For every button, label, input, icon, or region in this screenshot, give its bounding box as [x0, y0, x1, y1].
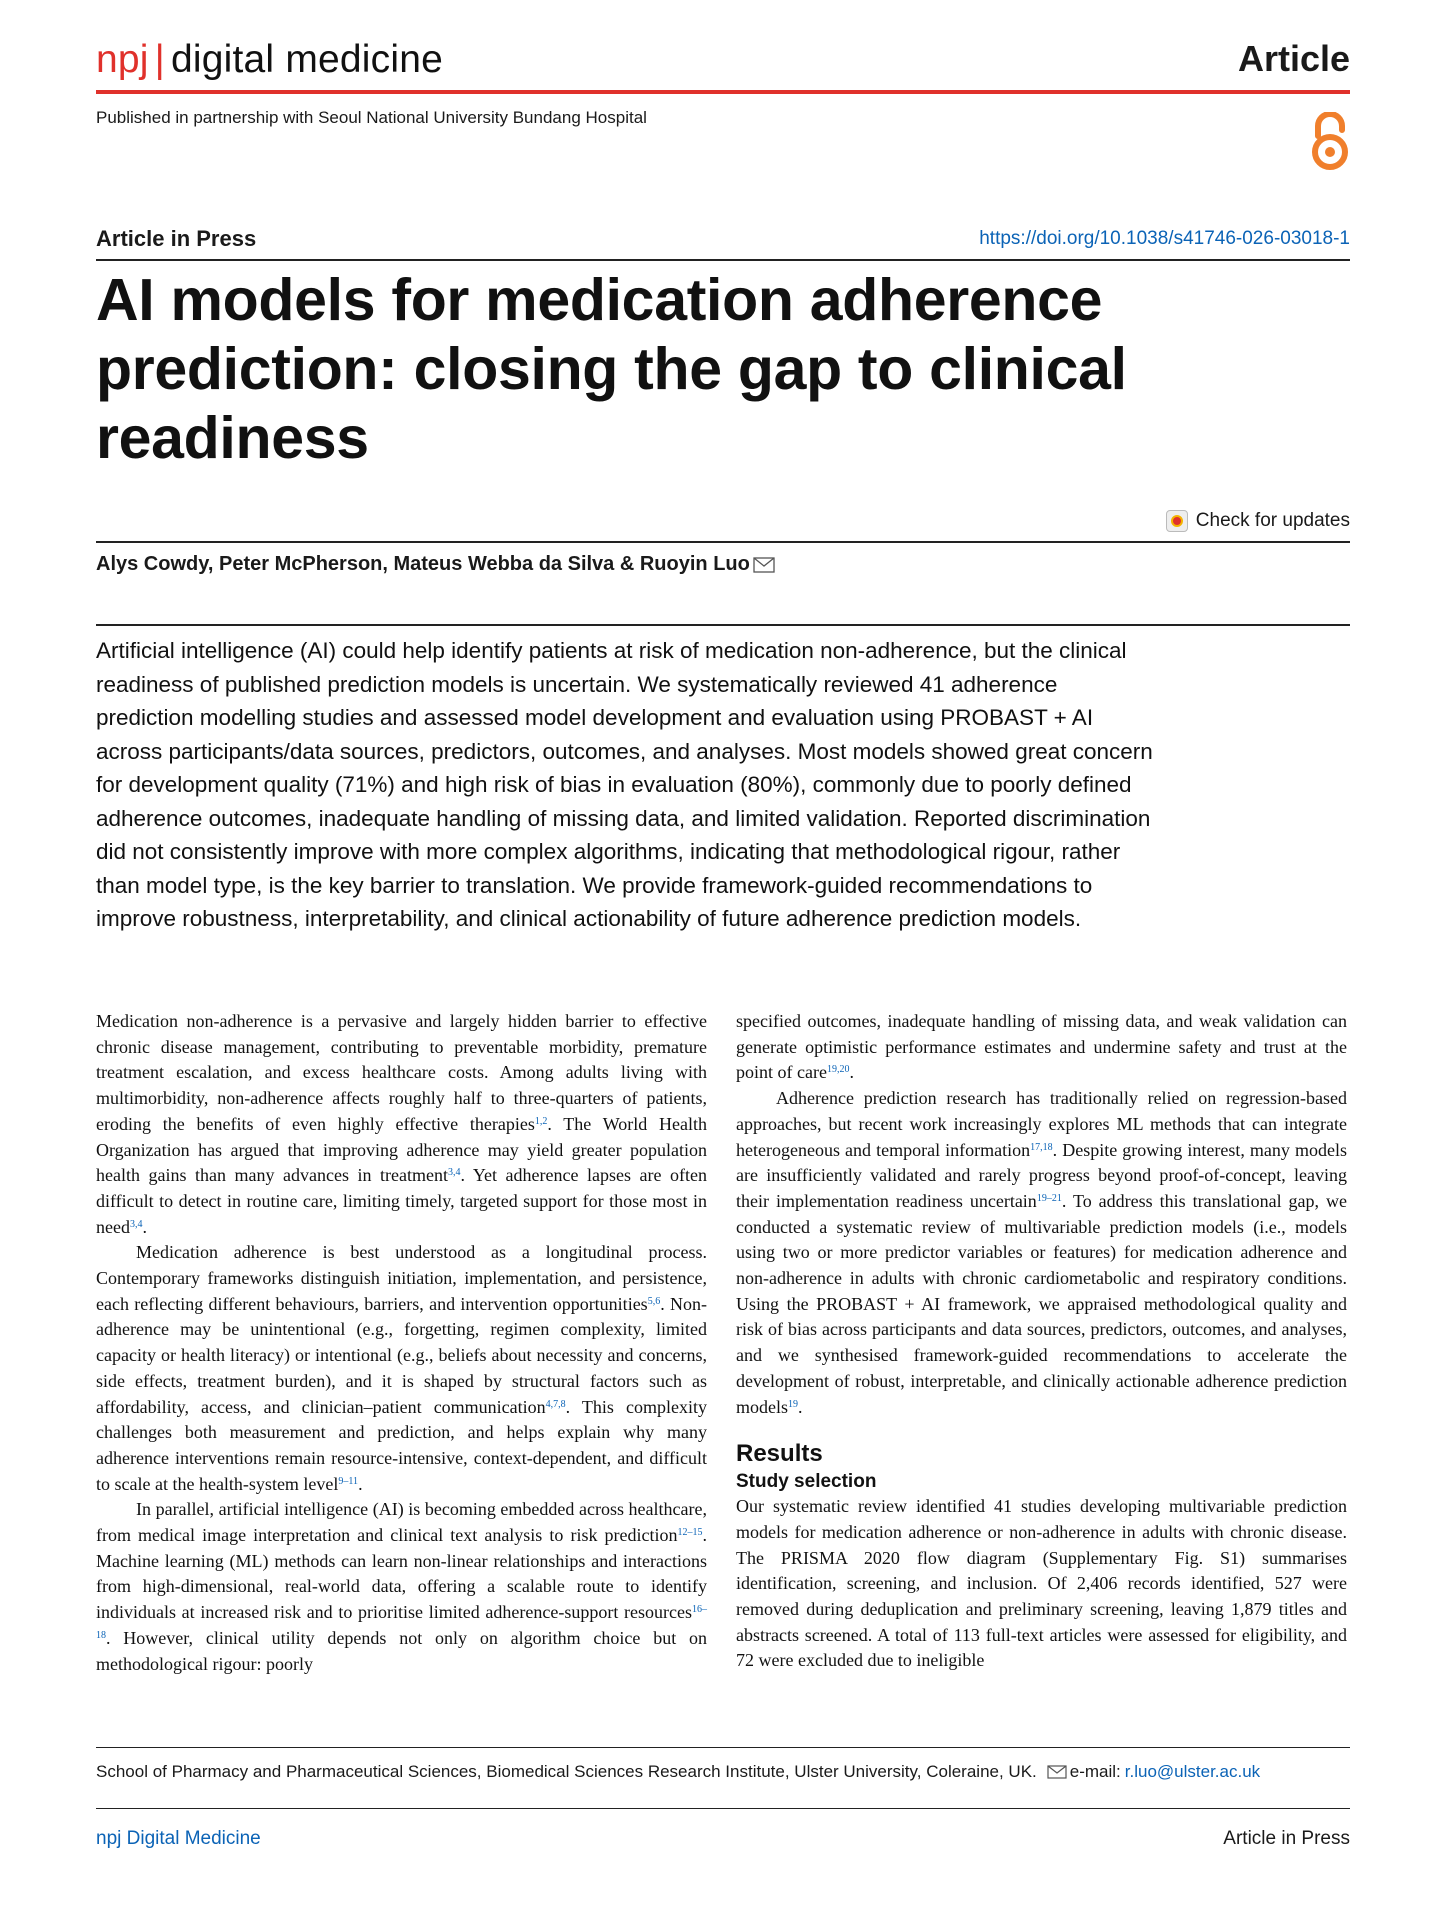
journal-separator: | — [154, 38, 165, 81]
citation-link[interactable]: 16–18 — [96, 1604, 707, 1641]
footer-rule — [96, 1747, 1350, 1748]
partnership-line: Published in partnership with Seoul National University Bundang Hospital — [96, 108, 647, 127]
body-paragraph: Adherence prediction research has traditionally relied on regression-based approaches, but recent work increasingly explores ML methods that can integrate heterogeneous and temporal information$^{17,18}$. Despite growing interest, many models are insufficiently validated and rarely progress beyond proof-of-concept, leaving their implementation readiness uncertain$^{19-21}$. To address this translational gap, we conducted a systematic review of multivariable prediction models (i.e., models using two or more predictor variables or features) for medication adherence and non-adherence in adults with chronic cardiometabolic and respiratory conditions. Using the PROBAST + AI framework, we appraised methodological quality and risk of bias across participants and data sources, predictors, outcomes, and analyses, and we synthesised framework-guided recommendations to accelerate the development of robust, interpretable, and clinically actionable adherence prediction models$^{19}$. — [736, 1088, 1348, 1417]
body-column-right — [736, 1009, 1347, 1674]
subsection-heading-study-selection: Study selection — [736, 1471, 877, 1493]
citation-link[interactable]: 9–11 — [338, 1475, 359, 1487]
body-paragraph: Our systematic review identified 41 studies developing multivariable prediction models for medication adherence or non-adherence in adults with chronic disease. The PRISMA 2020 flow diagram (Supplementary Fig. S1) summarises identification, screening, and inclusion. Of 2,406 records identified, 527 were removed during deduplication and preliminary screening, leaving 1,879 titles and abstracts screened. A total of 113 full-text articles were assessed for eligibility, and 72 were excluded due to ineligible — [736, 1496, 1347, 1671]
affiliation-note — [96, 1762, 1260, 1782]
body-paragraph: Medication non-adherence is a pervasive and largely hidden barrier to effective chronic disease management, contributing to preventable morbidity, premature treatment escalation, and excess healthcare costs. Among adults living with multimorbidity, non-adherence affects roughly half to three-quarters of patients, eroding the benefits of even highly effective therapies$^{1,2}$. The World Health Organization has argued that improving adherence may yield greater population health gains than many advances in treatment$^{3,4}$. Yet adherence lapses are often difficult to detect in routine care, limiting timely, targeted support for those most in need$^{3,4}$. — [96, 1011, 707, 1237]
section-heading-results: Results — [736, 1440, 823, 1468]
citation-link[interactable]: 19–21 — [1036, 1192, 1062, 1204]
header-accent-rule — [96, 90, 1350, 94]
article-status: Article in Press — [96, 226, 257, 251]
authors-top-rule — [96, 541, 1350, 543]
citation-link[interactable]: 1,2 — [534, 1115, 548, 1127]
affiliation-text: School of Pharmacy and Pharmaceutical Sciences, Biomedical Sciences Research Institute, Ulster University, Coleraine, UK. — [96, 1762, 1037, 1781]
article-type-label: Article — [1237, 38, 1350, 79]
body-paragraph: Medication adherence is best understood as a longitudinal process. Contemporary frameworks distinguish initiation, implementation, and persistence, each reflecting different behaviours, barriers, and intervention opportunities$^{5,6}$. Non-adherence may be unintentional (e.g., forgetting, regimen complexity, limited capacity or health literacy) or intentional (e.g., beliefs about necessity and concerns, side effects, treatment burden), and it is shaped by structural factors such as affordability, access, and clinician–patient communication$^{4,7,8}$. This complexity challenges both measurement and prediction, and helps explain why many adherence interventions remain resource-intensive, context-dependent, and difficult to scale at the health-system level$^{9-11}$. — [96, 1242, 707, 1494]
footer-journal-name[interactable]: npj Digital Medicine — [96, 1828, 261, 1849]
body-paragraph: specified outcomes, inadequate handling of missing data, and weak validation can generate optimistic performance estimates and undermine safety and trust at the point of care$^{19,20}$. — [736, 1011, 1347, 1083]
citation-link[interactable]: 19 — [788, 1398, 798, 1410]
footer-article-status: Article in Press — [1223, 1828, 1350, 1849]
check-for-updates-button[interactable] — [1166, 510, 1350, 532]
journal-name: digital medicine — [171, 38, 444, 81]
doi-link[interactable]: https://doi.org/10.1038/s41746-026-03018-1 — [979, 228, 1350, 249]
citation-link[interactable]: 19,20 — [826, 1064, 850, 1076]
journal-prefix: npj — [96, 38, 149, 81]
crossmark-icon — [1166, 510, 1188, 532]
journal-masthead — [96, 36, 443, 84]
abstract-rule — [96, 624, 1350, 626]
author-names: Alys Cowdy, Peter McPherson, Mateus Webba da Silva & Ruoyin Luo — [96, 553, 750, 575]
envelope-icon[interactable] — [753, 557, 775, 573]
citation-link[interactable]: 17,18 — [1030, 1141, 1053, 1153]
email-link[interactable]: r.luo@ulster.ac.uk — [1124, 1762, 1261, 1781]
citation-link[interactable]: 4,7,8 — [545, 1398, 566, 1410]
abstract: Artificial intelligence (AI) could help identify patients at risk of medication non-adherence, but the clinical readiness of published prediction models is uncertain. We systematically reviewed 41 adherence prediction modelling studies and assessed model development and evaluation using PROBAST + AI across participants/data sources, predictors, outcomes, and analyses. Most models showed great concern for development quality (71%) and high risk of bias in evaluation (80%), commonly due to poorly defined adherence outcomes, inadequate handling of missing data, and limited validation. Reported discrimination did not consistently improve with more complex algorithms, indicating that methodological rigour, rather than model type, is the key barrier to translation. We provide framework-guided recommendations to improve robustness, interpretability, and clinical actionability of future adherence prediction models. — [96, 638, 1153, 931]
citation-link[interactable]: 3,4 — [448, 1167, 461, 1179]
open-access-icon — [1308, 112, 1352, 172]
envelope-icon — [1047, 1765, 1067, 1779]
body-column-left — [96, 1009, 707, 1677]
page-footer-rule — [96, 1808, 1350, 1809]
citation-link[interactable]: 3,4 — [129, 1218, 143, 1230]
citation-link[interactable]: 5,6 — [647, 1295, 661, 1307]
author-list — [96, 553, 775, 576]
meta-rule — [96, 259, 1350, 261]
article-title: AI models for medication adherence prediction: closing the gap to clinical readiness — [96, 267, 1127, 471]
email-label: e-mail: — [1069, 1762, 1121, 1781]
body-paragraph: In parallel, artificial intelligence (AI) is becoming embedded across healthcare, from medical image interpretation and clinical text analysis to risk prediction$^{12-15}$. Machine learning (ML) methods can learn non-linear relationships and interactions from high-dimensional, real-world data, offering a scalable route to identify individuals at increased risk and to prioritise limited adherence-support resources$^{16-18}$. However, clinical utility depends not only on algorithm choice but on methodological rigour: poorly — [96, 1499, 707, 1674]
check-for-updates-label: Check for updates — [1195, 510, 1350, 531]
citation-link[interactable]: 12–15 — [677, 1527, 703, 1539]
